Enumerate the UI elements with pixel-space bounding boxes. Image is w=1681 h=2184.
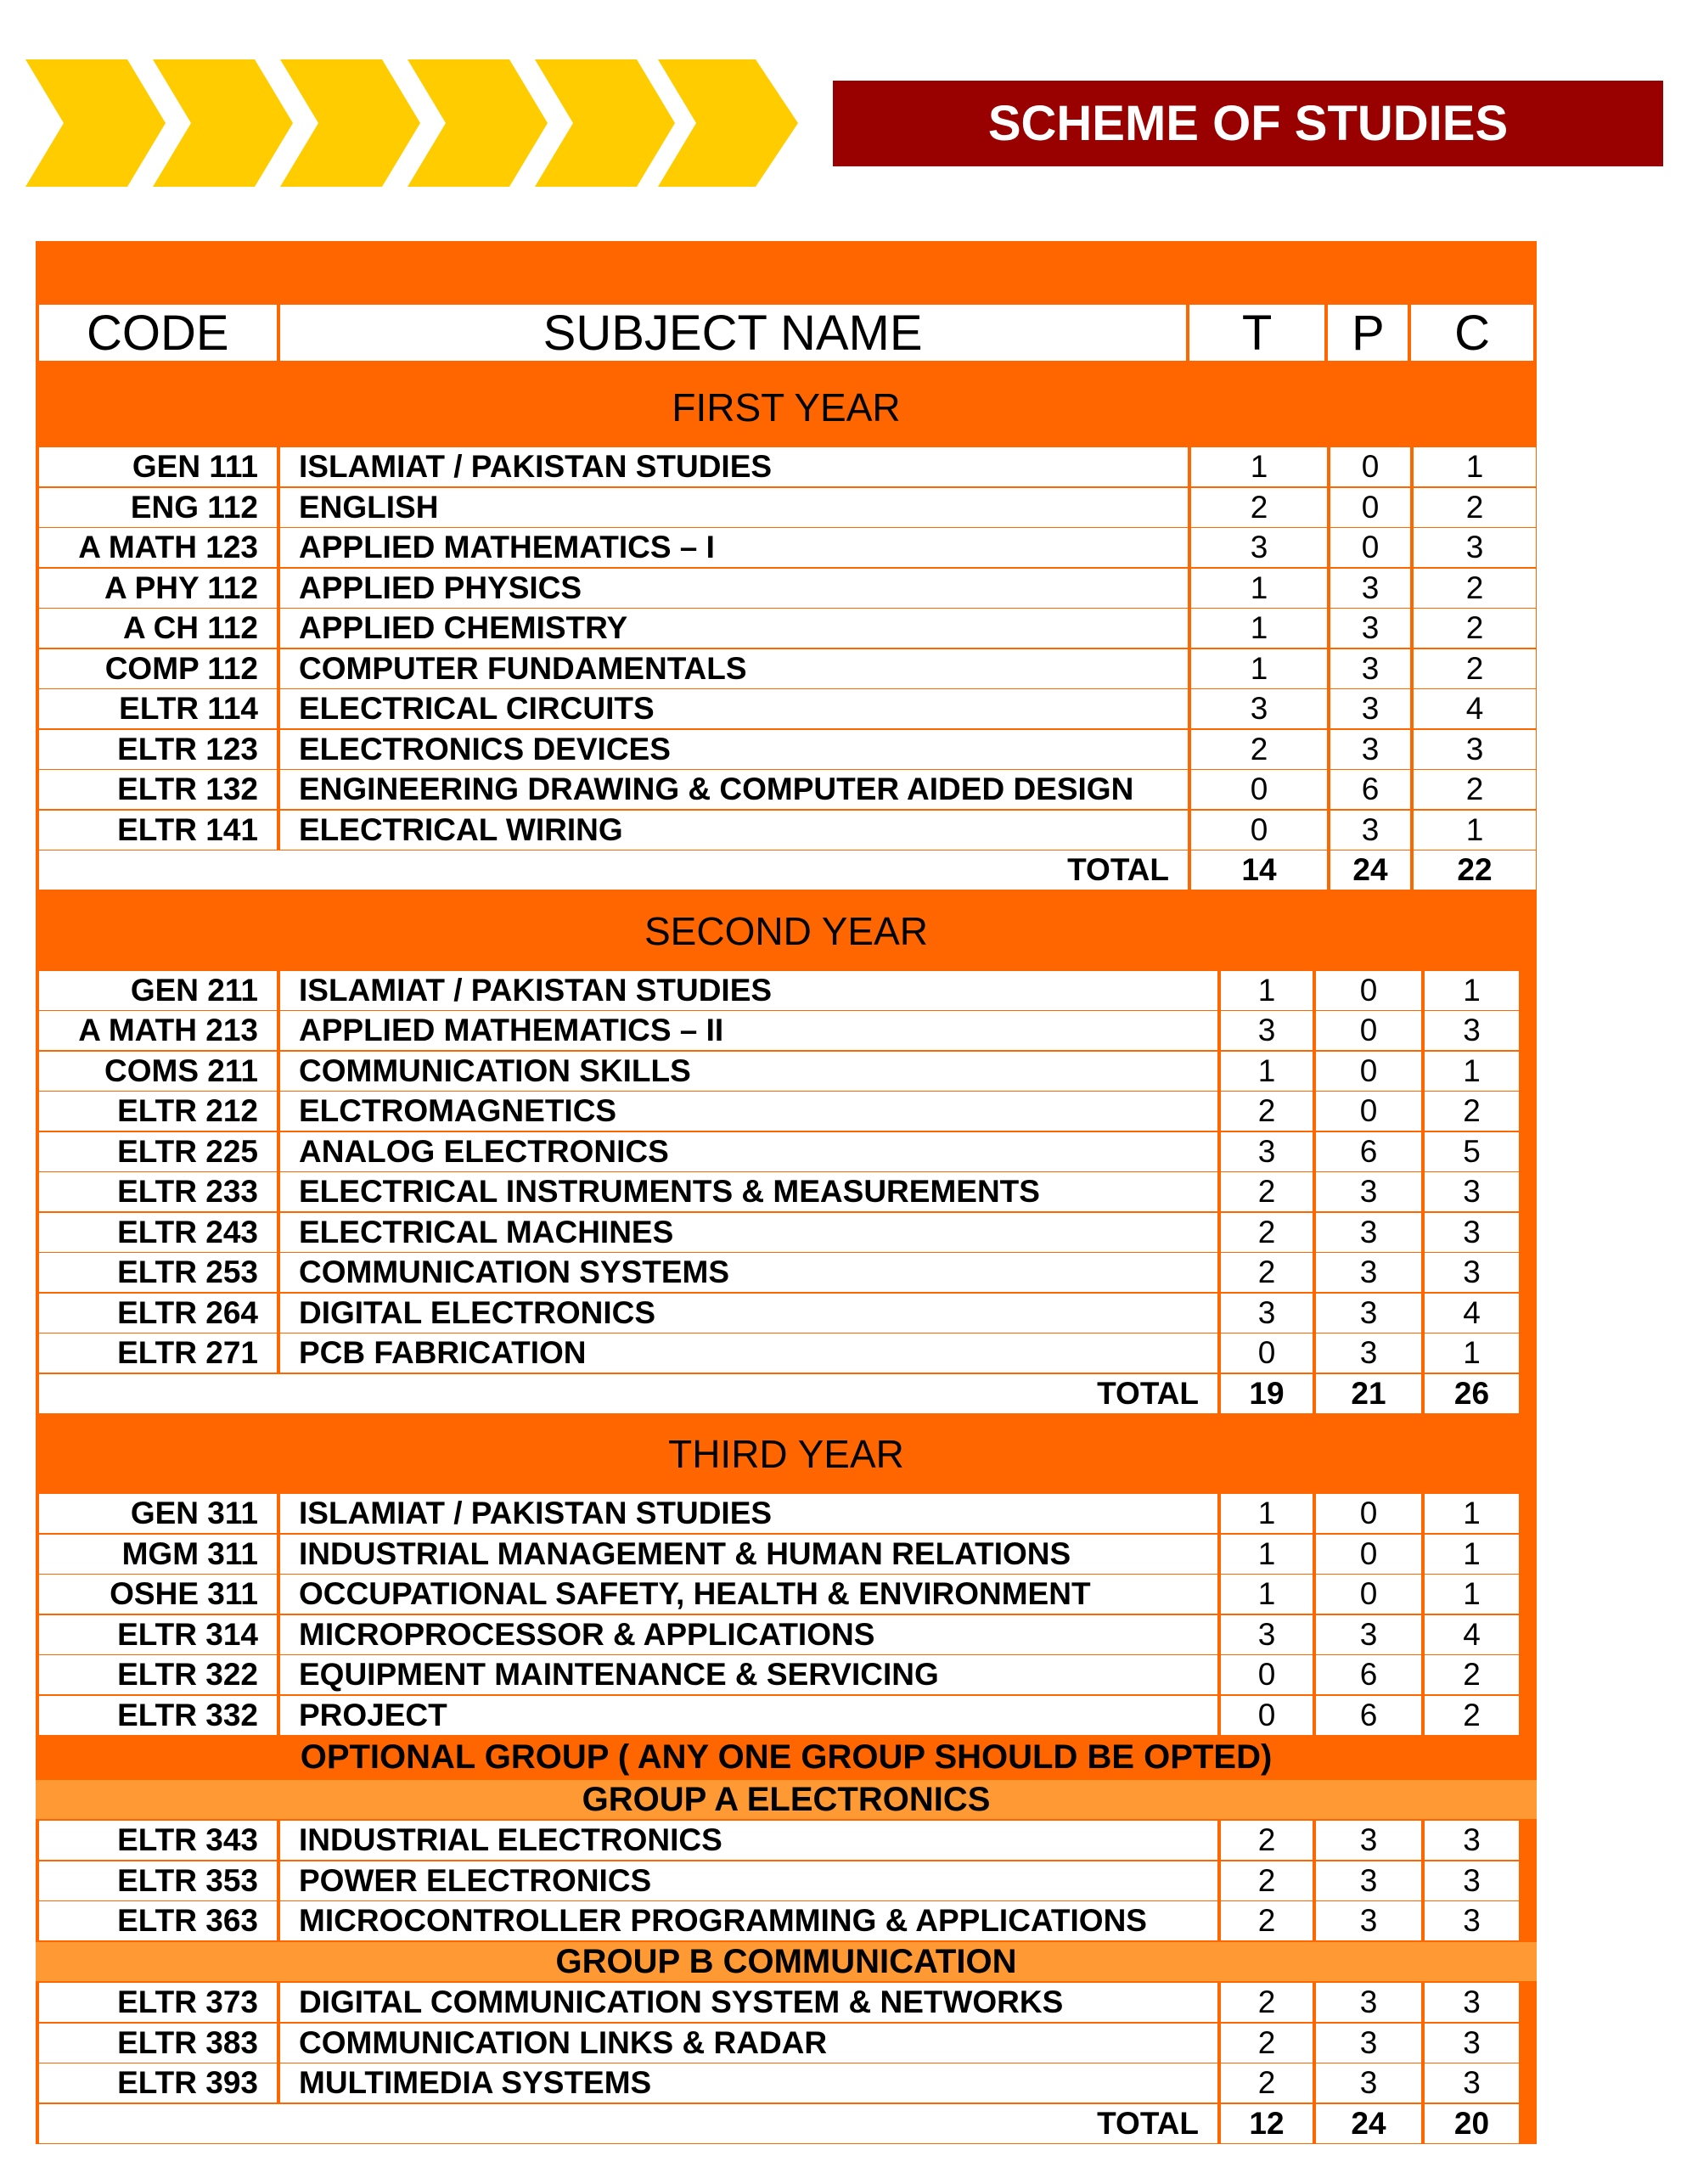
theory-hours: 2 <box>1221 1213 1313 1252</box>
subject-name: DIGITAL ELECTRONICS <box>280 1294 1217 1333</box>
practical-hours: 3 <box>1316 2024 1421 2063</box>
practical-hours: 0 <box>1316 1011 1421 1050</box>
table-row <box>36 609 1537 648</box>
practical-hours: 6 <box>1330 770 1410 809</box>
table-row <box>36 1213 1537 1252</box>
theory-hours: 3 <box>1221 1615 1313 1654</box>
table-row <box>36 1901 1537 1940</box>
subject-code: ELTR 322 <box>39 1655 277 1694</box>
theory-hours: 0 <box>1221 1696 1313 1735</box>
practical-hours: 0 <box>1330 488 1410 527</box>
subject-code: COMS 211 <box>39 1052 277 1091</box>
table-row <box>36 971 1537 1010</box>
credit-hours: 3 <box>1425 1821 1519 1860</box>
group-b-title: GROUP B COMMUNICATION <box>36 1942 1537 1981</box>
page-title-banner <box>833 81 1663 166</box>
subject-name: INDUSTRIAL MANAGEMENT & HUMAN RELATIONS <box>280 1535 1217 1574</box>
subject-name: COMMUNICATION LINKS & RADAR <box>280 2024 1217 2063</box>
credit-hours: 1 <box>1425 971 1519 1010</box>
practical-hours: 0 <box>1316 1575 1421 1614</box>
total-label: TOTAL <box>39 2104 1217 2143</box>
subject-code: A PHY 112 <box>39 569 277 608</box>
practical-hours: 3 <box>1316 1615 1421 1654</box>
subject-code: ELTR 225 <box>39 1132 277 1171</box>
total-credits: 26 <box>1425 1374 1519 1413</box>
credit-hours: 1 <box>1425 1494 1519 1533</box>
credit-hours: 2 <box>1425 1092 1519 1131</box>
subject-name: ELECTRICAL INSTRUMENTS & MEASUREMENTS <box>280 1172 1217 1211</box>
total-practical: 24 <box>1330 851 1410 890</box>
subject-code: ELTR 123 <box>39 730 277 769</box>
practical-hours: 0 <box>1316 1052 1421 1091</box>
theory-hours: 2 <box>1221 1821 1313 1860</box>
table-row <box>36 649 1537 688</box>
subject-name: COMPUTER FUNDAMENTALS <box>280 649 1188 688</box>
total-practical: 24 <box>1316 2104 1421 2143</box>
subject-code: GEN 211 <box>39 971 277 1010</box>
practical-hours: 6 <box>1316 1655 1421 1694</box>
theory-hours: 1 <box>1221 1575 1313 1614</box>
subject-name: APPLIED CHEMISTRY <box>280 609 1188 648</box>
total-credits: 22 <box>1414 851 1536 890</box>
col-header-t: T <box>1189 305 1325 361</box>
subject-name: MULTIMEDIA SYSTEMS <box>280 2063 1217 2103</box>
table-row <box>36 1696 1537 1735</box>
subject-code: ENG 112 <box>39 488 277 527</box>
subject-name: APPLIED MATHEMATICS – I <box>280 528 1188 567</box>
subject-name: EQUIPMENT MAINTENANCE & SERVICING <box>280 1655 1217 1694</box>
credit-hours: 1 <box>1425 1333 1519 1373</box>
practical-hours: 3 <box>1316 2063 1421 2103</box>
practical-hours: 0 <box>1330 528 1410 567</box>
theory-hours: 1 <box>1221 971 1313 1010</box>
subject-code: MGM 311 <box>39 1535 277 1574</box>
subject-name: ISLAMIAT / PAKISTAN STUDIES <box>280 447 1188 486</box>
subject-name: PROJECT <box>280 1696 1217 1735</box>
subject-code: ELTR 332 <box>39 1696 277 1735</box>
subject-code: GEN 311 <box>39 1494 277 1533</box>
table-row <box>36 1294 1537 1333</box>
credit-hours: 3 <box>1425 2024 1519 2063</box>
total-theory: 19 <box>1221 1374 1313 1413</box>
subject-name: DIGITAL COMMUNICATION SYSTEM & NETWORKS <box>280 1983 1217 2022</box>
credit-hours: 3 <box>1425 1983 1519 2022</box>
theory-hours: 1 <box>1191 649 1327 688</box>
theory-hours: 2 <box>1221 1253 1313 1292</box>
subject-name: APPLIED MATHEMATICS – II <box>280 1011 1217 1050</box>
theory-hours: 3 <box>1221 1294 1313 1333</box>
subject-code: ELTR 233 <box>39 1172 277 1211</box>
table-row <box>36 811 1537 850</box>
subject-name: ELECTRICAL WIRING <box>280 811 1188 850</box>
theory-hours: 2 <box>1221 2063 1313 2103</box>
subject-name: ELECTRONICS DEVICES <box>280 730 1188 769</box>
credit-hours: 2 <box>1414 770 1536 809</box>
table-header-row <box>36 305 1537 364</box>
table-row <box>36 1535 1537 1574</box>
credit-hours: 1 <box>1425 1052 1519 1091</box>
credit-hours: 2 <box>1425 1696 1519 1735</box>
table-row <box>36 447 1537 486</box>
credit-hours: 3 <box>1425 1901 1519 1940</box>
credit-hours: 3 <box>1425 1213 1519 1252</box>
theory-hours: 2 <box>1191 488 1327 527</box>
total-practical: 21 <box>1316 1374 1421 1413</box>
total-row <box>36 2104 1537 2143</box>
table-row <box>36 1615 1537 1654</box>
table-row <box>36 730 1537 769</box>
subject-name: MICROPROCESSOR & APPLICATIONS <box>280 1615 1217 1654</box>
total-row <box>36 1374 1537 1413</box>
total-credits: 20 <box>1425 2104 1519 2143</box>
subject-name: PCB FABRICATION <box>280 1333 1217 1373</box>
credit-hours: 1 <box>1425 1575 1519 1614</box>
practical-hours: 3 <box>1316 1983 1421 2022</box>
subject-name: ELCTROMAGNETICS <box>280 1092 1217 1131</box>
total-label: TOTAL <box>39 851 1188 890</box>
theory-hours: 1 <box>1191 609 1327 648</box>
chevron-arrows-decoration <box>25 59 798 187</box>
theory-hours: 1 <box>1221 1052 1313 1091</box>
theory-hours: 1 <box>1191 569 1327 608</box>
table-row <box>36 2024 1537 2063</box>
subject-name: ELECTRICAL MACHINES <box>280 1213 1217 1252</box>
subject-code: A MATH 213 <box>39 1011 277 1050</box>
credit-hours: 4 <box>1425 1615 1519 1654</box>
subject-name: INDUSTRIAL ELECTRONICS <box>280 1821 1217 1860</box>
table-row <box>36 569 1537 608</box>
practical-hours: 3 <box>1330 649 1410 688</box>
theory-hours: 0 <box>1191 811 1327 850</box>
subject-code: OSHE 311 <box>39 1575 277 1614</box>
credit-hours: 2 <box>1414 649 1536 688</box>
subject-name: COMMUNICATION SKILLS <box>280 1052 1217 1091</box>
credit-hours: 3 <box>1414 730 1536 769</box>
theory-hours: 3 <box>1221 1132 1313 1171</box>
subject-name: APPLIED PHYSICS <box>280 569 1188 608</box>
subject-code: ELTR 212 <box>39 1092 277 1131</box>
theory-hours: 1 <box>1191 447 1327 486</box>
credit-hours: 5 <box>1425 1132 1519 1171</box>
practical-hours: 0 <box>1316 971 1421 1010</box>
credit-hours: 3 <box>1425 1861 1519 1900</box>
practical-hours: 0 <box>1330 447 1410 486</box>
section-title-first-year: FIRST YEAR <box>672 385 901 430</box>
table-row <box>36 1092 1537 1131</box>
subject-code: COMP 112 <box>39 649 277 688</box>
table-row <box>36 1172 1537 1211</box>
subject-code: ELTR 264 <box>39 1294 277 1333</box>
table-row <box>36 1494 1537 1533</box>
theory-hours: 2 <box>1221 1092 1313 1131</box>
theory-hours: 2 <box>1221 1861 1313 1900</box>
credit-hours: 2 <box>1414 609 1536 648</box>
section-title-third-year: THIRD YEAR <box>668 1432 904 1476</box>
credit-hours: 2 <box>1414 488 1536 527</box>
credit-hours: 3 <box>1425 1172 1519 1211</box>
subject-code: ELTR 114 <box>39 689 277 728</box>
table-top-strip <box>36 241 1537 305</box>
table-row <box>36 1575 1537 1614</box>
theory-hours: 2 <box>1221 1983 1313 2022</box>
subject-name: POWER ELECTRONICS <box>280 1861 1217 1900</box>
theory-hours: 2 <box>1221 1901 1313 1940</box>
credit-hours: 3 <box>1414 528 1536 567</box>
subject-code: ELTR 393 <box>39 2063 277 2103</box>
practical-hours: 3 <box>1316 1901 1421 1940</box>
theory-hours: 1 <box>1221 1494 1313 1533</box>
theory-hours: 2 <box>1221 1172 1313 1211</box>
theory-hours: 3 <box>1191 528 1327 567</box>
theory-hours: 2 <box>1221 2024 1313 2063</box>
subject-code: ELTR 363 <box>39 1901 277 1940</box>
table-row <box>36 1011 1537 1050</box>
subject-code: ELTR 271 <box>39 1333 277 1373</box>
group-a-title: GROUP A ELECTRONICS <box>36 1780 1537 1819</box>
practical-hours: 3 <box>1316 1861 1421 1900</box>
practical-hours: 3 <box>1330 609 1410 648</box>
subject-name: ANALOG ELECTRONICS <box>280 1132 1217 1171</box>
practical-hours: 3 <box>1316 1253 1421 1292</box>
page-title: SCHEME OF STUDIES <box>987 96 1509 151</box>
col-header-c: C <box>1411 305 1533 361</box>
practical-hours: 0 <box>1316 1092 1421 1131</box>
practical-hours: 3 <box>1330 569 1410 608</box>
chevron-icon-group <box>25 59 798 187</box>
subject-code: ELTR 243 <box>39 1213 277 1252</box>
practical-hours: 3 <box>1330 730 1410 769</box>
subject-code: ELTR 141 <box>39 811 277 850</box>
theory-hours: 0 <box>1191 770 1327 809</box>
theory-hours: 2 <box>1191 730 1327 769</box>
chevron-icon <box>408 59 548 187</box>
table-row <box>36 1333 1537 1373</box>
practical-hours: 3 <box>1316 1333 1421 1373</box>
table-row <box>36 689 1537 728</box>
subject-code: ELTR 253 <box>39 1253 277 1292</box>
table-row <box>36 528 1537 567</box>
credit-hours: 1 <box>1425 1535 1519 1574</box>
subject-name: COMMUNICATION SYSTEMS <box>280 1253 1217 1292</box>
credit-hours: 1 <box>1414 447 1536 486</box>
table-row <box>36 1253 1537 1292</box>
credit-hours: 4 <box>1425 1294 1519 1333</box>
table-body <box>36 368 1537 2143</box>
subject-code: A CH 112 <box>39 609 277 648</box>
theory-hours: 3 <box>1221 1011 1313 1050</box>
table-row <box>36 770 1537 809</box>
practical-hours: 0 <box>1316 1494 1421 1533</box>
practical-hours: 3 <box>1330 811 1410 850</box>
section-title-second-year: SECOND YEAR <box>644 908 929 953</box>
col-header-subject-name: SUBJECT NAME <box>280 305 1186 361</box>
theory-hours: 0 <box>1221 1333 1313 1373</box>
practical-hours: 3 <box>1316 1213 1421 1252</box>
credit-hours: 3 <box>1425 2063 1519 2103</box>
practical-hours: 3 <box>1316 1172 1421 1211</box>
subject-code: GEN 111 <box>39 447 277 486</box>
subject-name: ISLAMIAT / PAKISTAN STUDIES <box>280 971 1217 1010</box>
table-row <box>36 1132 1537 1171</box>
subject-name: ENGINEERING DRAWING & COMPUTER AIDED DESIGN <box>280 770 1188 809</box>
total-theory: 12 <box>1221 2104 1313 2143</box>
col-header-p: P <box>1328 305 1408 361</box>
practical-hours: 3 <box>1316 1294 1421 1333</box>
subject-code: ELTR 314 <box>39 1615 277 1654</box>
subject-code: ELTR 373 <box>39 1983 277 2022</box>
total-row <box>36 851 1537 890</box>
table-row <box>36 1655 1537 1694</box>
practical-hours: 3 <box>1330 689 1410 728</box>
credit-hours: 4 <box>1414 689 1536 728</box>
table-row <box>36 488 1537 527</box>
subject-name: ENGLISH <box>280 488 1188 527</box>
practical-hours: 3 <box>1316 1821 1421 1860</box>
practical-hours: 6 <box>1316 1696 1421 1735</box>
subject-name: MICROCONTROLLER PROGRAMMING & APPLICATIONS <box>280 1901 1217 1940</box>
theory-hours: 0 <box>1221 1655 1313 1694</box>
chevron-icon <box>280 59 420 187</box>
subject-name: ISLAMIAT / PAKISTAN STUDIES <box>280 1494 1217 1533</box>
theory-hours: 3 <box>1191 689 1327 728</box>
chevron-icon <box>153 59 293 187</box>
chevron-icon <box>658 59 798 187</box>
optional-group-title: OPTIONAL GROUP ( ANY ONE GROUP SHOULD BE OPTED) <box>300 1738 1273 1776</box>
table-row <box>36 1052 1537 1091</box>
credit-hours: 3 <box>1425 1253 1519 1292</box>
credit-hours: 3 <box>1425 1011 1519 1050</box>
chevron-icon <box>535 59 675 187</box>
table-row <box>36 2063 1537 2103</box>
credit-hours: 1 <box>1414 811 1536 850</box>
practical-hours: 6 <box>1316 1132 1421 1171</box>
subject-name: ELECTRICAL CIRCUITS <box>280 689 1188 728</box>
subject-code: A MATH 123 <box>39 528 277 567</box>
subject-name: OCCUPATIONAL SAFETY, HEALTH & ENVIRONMENT <box>280 1575 1217 1614</box>
subject-code: ELTR 343 <box>39 1821 277 1860</box>
subject-code: ELTR 383 <box>39 2024 277 2063</box>
theory-hours: 1 <box>1221 1535 1313 1574</box>
table-row <box>36 1821 1537 1860</box>
total-theory: 14 <box>1191 851 1327 890</box>
practical-hours: 0 <box>1316 1535 1421 1574</box>
subject-code: ELTR 353 <box>39 1861 277 1900</box>
credit-hours: 2 <box>1425 1655 1519 1694</box>
table-row <box>36 1983 1537 2022</box>
subject-code: ELTR 132 <box>39 770 277 809</box>
chevron-icon <box>25 59 166 187</box>
total-label: TOTAL <box>39 1374 1217 1413</box>
credit-hours: 2 <box>1414 569 1536 608</box>
scheme-table <box>36 241 1537 2144</box>
table-row <box>36 1861 1537 1900</box>
col-header-code: CODE <box>39 305 277 361</box>
